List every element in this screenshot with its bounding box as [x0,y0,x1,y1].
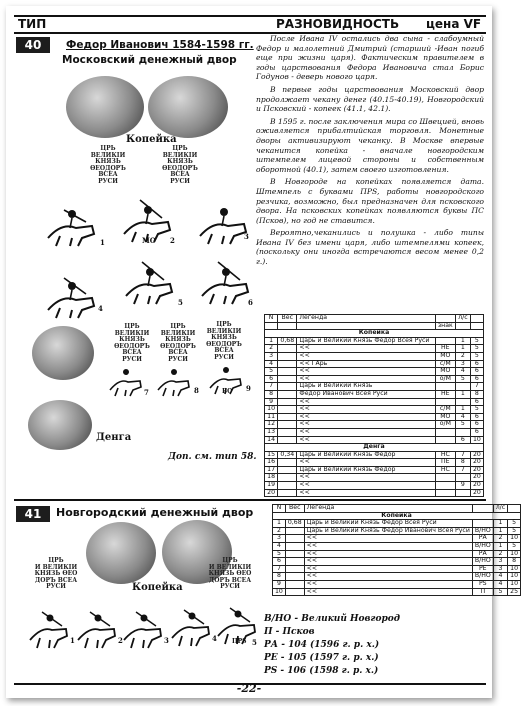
history-text [256,34,484,270]
table-row [265,390,484,398]
table-cell: 6 [470,421,483,429]
table-cell: 1 [455,345,470,353]
inscription-drawing-5: ЦРЬ ВЕЛИКІИ КНЯЗЬ ѲЕОДОРЪ ВСЕА РУСИ [206,321,242,361]
column-header [14,15,486,34]
inscription-drawing-4: ЦРЬ ВЕЛИКІИ КНЯЗЬ ѲЕОДОРЪ ВСЕА РУСИ [160,323,196,363]
table-cell: Царь и Великий Князь Федор Всея Руси [304,520,472,528]
table-cell: 20 [470,466,483,474]
table-cell: 8 [508,558,521,566]
table-cell: 5 [273,550,286,558]
table-cell: N [273,505,286,513]
table-cell: 0,68 [285,520,304,528]
table-cell: << [304,565,472,573]
table-cell: 5 [508,520,521,528]
header-price: цена VF [426,17,482,31]
table-cell: Федор Иванович Всея Руси [297,390,435,398]
header-type: ТИП [18,17,47,31]
table-cell [278,466,297,474]
table-row [265,428,484,436]
table-cell: 6 [470,360,483,368]
table-row [265,466,484,474]
table-cell [278,360,297,368]
inscription-drawing-41b: ЦРЬ И ВЕЛИКІИ КНЯЗЬ ѲЕО ДОРЪ ВСЕА РУСИ [208,557,252,590]
table-cell: 5 [508,542,521,550]
table-cell: 3 [273,535,286,543]
table-cell [278,436,297,444]
table-cell: << [304,580,472,588]
table-cell: 13 [265,428,278,436]
inscription-drawing-2: ЦРЬ ВЕЛИКІИ КНЯЗЬ ѲЕОДОРЪ ВСЕА РУСИ [162,145,198,185]
table-cell: 6 [273,558,286,566]
table-cell [285,542,304,550]
table-cell: 1 [455,337,470,345]
table-cell: << [297,352,435,360]
table-cell [285,573,304,581]
table-cell [435,436,455,444]
table-cell: 4 [493,580,507,588]
table-cell: << [297,482,435,490]
table-cell: 9 [265,398,278,406]
rider-drawing-3: 3 [194,202,252,246]
table-cell: 10 [265,406,278,414]
legend-line: РЕ - 105 (1597 г. р. х.) [264,653,379,663]
table-cell: В/НО [472,573,493,581]
table-cell: В/НО [472,527,493,535]
table-cell: 1 [493,520,507,528]
table-cell: N [265,315,278,323]
table-cell: 3 [455,360,470,368]
table-cell [435,482,455,490]
table-row [273,580,521,588]
table-cell [455,428,470,436]
type40-title: Федор Иванович 1584-1598 гг. [66,39,254,51]
table-cell: 1 [493,527,507,535]
table-cell: 8 [265,390,278,398]
page-number: -22- [236,682,262,695]
table-cell [285,535,304,543]
table-cell: Копейка [265,330,484,338]
table-cell: PS [472,580,493,588]
table-cell: 14 [265,436,278,444]
table-cell: 6 [455,436,470,444]
table-cell: 0,68 [278,337,297,345]
table-cell: В/НО [472,558,493,566]
paragraph: В первые годы царствования Московский двор продолжает чекану денег (40.15-40.19), Новгородский и Псковский - копеек (41.1, 42.1). [256,84,484,114]
table-cell: 17 [265,466,278,474]
rider-drawing-41-4: 4 [168,608,214,648]
table-cell: 19 [265,482,278,490]
inscription-drawing-3: ЦРЬ ВЕЛИКІИ КНЯЗЬ ѲЕОДОРЪ ВСЕА РУСИ [114,323,150,363]
table-cell: 6 [470,368,483,376]
table-cell [470,322,483,330]
coin-photo-reverse [148,76,228,138]
table-cell: << [297,436,435,444]
table-cell: << [297,489,435,497]
table-cell: 5 [493,588,507,596]
table-cell [278,375,297,383]
table-cell: 7 [265,383,278,391]
table-cell: 6 [265,375,278,383]
table-cell [455,489,470,497]
table-cell: << ГАрь [297,360,435,368]
table-cell [508,505,521,513]
denga-label: Денга [96,432,132,443]
table-cell: << [297,398,435,406]
table-cell: МО [435,352,455,360]
table-cell [435,315,455,323]
table-row [265,482,484,490]
table-cell [455,322,470,330]
table-cell: 10 [508,580,521,588]
variety-table-40 [264,314,484,497]
table-cell: 2 [265,345,278,353]
table-cell: << [297,375,435,383]
table-cell: 9 [273,580,286,588]
table-cell: 5 [455,421,470,429]
legend-line: PS - 106 (1598 г. р. х.) [264,666,379,676]
table-cell: 7 [455,451,470,459]
mint-legend [264,613,400,678]
legend-line: РА - 104 (1596 г. р. х.) [264,640,380,650]
table-cell: 5 [470,337,483,345]
table-cell: 20 [470,489,483,497]
table-cell [278,413,297,421]
paragraph: В Новгороде на копейках появляется дата. Штемпель с буквами ПРS, работы новгородского резчика, возможно, был предназначен для псковского двора. На псковских копейках появляются буквы ПС (Псков), но год не ставится. [256,177,484,225]
table-cell [435,428,455,436]
table-cell: 1 [493,542,507,550]
table-cell: << [297,459,435,467]
table-cell: НЕ [435,345,455,353]
table-cell: л/с [455,315,470,323]
table-cell: Вес [285,505,304,513]
table-row [265,360,484,368]
section-divider [14,499,486,501]
table-cell: Легенда [304,505,472,513]
table-cell: Вес [278,315,297,323]
table-row [265,489,484,497]
table-cell: Царь и Великий Князь [297,383,435,391]
table-cell [285,527,304,535]
rider-drawing-41-1: 1 [26,610,72,650]
type40-mint: Московский денежный двор [62,54,237,66]
table-cell: 4 [273,542,286,550]
table-cell: << [297,474,435,482]
table-cell: НЕ [435,390,455,398]
table-cell: 11 [265,413,278,421]
table-cell: 6 [470,375,483,383]
table-cell [435,489,455,497]
table-cell [278,398,297,406]
table-cell: 6 [470,413,483,421]
table-cell: 15 [265,451,278,459]
rider-drawing-41-5: ПРS 5 [214,606,260,646]
table-cell [278,474,297,482]
table-cell: РЕ [472,565,493,573]
inscription-drawing-1: ЦРЬ ВЕЛИКІИ КНЯЗЬ ѲЕОДОРЪ ВСЕА РУСИ [90,145,126,185]
table-cell: 7 [470,383,483,391]
table-cell: 5 [265,368,278,376]
coin-photo-obverse [66,76,144,138]
table-cell: 5 [470,352,483,360]
variety-table-41 [272,504,521,596]
table-cell: НС [435,451,455,459]
table-cell: << [304,542,472,550]
paragraph: После Ивана IV остались два сына - слабоумный Федор и малолетний Дмитрий (старший -Иван погиб еще при жизни царя). Фактическим правителем в годы царствования Федора Ивановича стал Борис Годунов - деверь нового царя. [256,34,484,82]
table-cell: 3 [265,352,278,360]
rider-drawing-9: ВО 9 [206,364,246,396]
table-cell [285,550,304,558]
table-row [273,505,521,513]
legend-line: В/НО - Великий Новгород [264,614,401,624]
table-cell: << [304,588,472,596]
table-cell: РА [472,550,493,558]
rider-drawing-8: 8 [154,366,194,398]
table-cell: 5 [470,406,483,414]
table-cell: знак [435,322,455,330]
table-cell: 5 [508,527,521,535]
table-cell: << [297,413,435,421]
table-cell: Денга [265,444,484,452]
rider-drawing-2: МО 2 [118,198,178,244]
table-cell: 10 [470,436,483,444]
table-row [273,542,521,550]
rider-drawing-7: 7 [106,366,146,398]
table-cell: МО [435,413,455,421]
table-cell: МО [435,368,455,376]
table-cell [285,580,304,588]
rider-drawing-6: 6 [196,260,256,306]
table-cell: << [297,406,435,414]
table-cell: 1 [265,337,278,345]
table-cell: 7 [455,466,470,474]
table-cell: 2 [493,535,507,543]
table-cell: о/М [435,421,455,429]
table-cell [278,345,297,353]
table-cell: П [472,588,493,596]
table-cell: 10 [508,535,521,543]
table-cell [278,383,297,391]
table-cell [278,428,297,436]
table-cell: << [297,345,435,353]
table-cell: Копейка [273,512,521,520]
table-cell: << [304,535,472,543]
table-cell: РА [472,535,493,543]
table-cell: 8 [470,390,483,398]
table-cell [278,489,297,497]
table-row [265,337,484,345]
table-cell: 7 [273,565,286,573]
header-variety: РАЗНОВИДНОСТЬ [276,17,400,31]
table-cell: 5 [455,375,470,383]
table-cell: Царь и Великий Князь Федор [297,466,435,474]
table-cell: с/М [435,360,455,368]
table-cell: << [297,428,435,436]
table-row [265,352,484,360]
table-cell [470,315,483,323]
table-cell [278,421,297,429]
table-cell: 5 [470,345,483,353]
table-cell: 18 [265,474,278,482]
table-cell: л/с [493,505,507,513]
table-cell: 3 [493,565,507,573]
rider-drawing-5: 5 [120,260,180,306]
table-cell: 20 [470,451,483,459]
table-row [273,588,521,596]
table-cell: << [297,368,435,376]
table-cell: Легенда [297,315,435,323]
table-cell: 16 [265,459,278,467]
table-cell: 9 [455,482,470,490]
table-cell: << [304,550,472,558]
table-cell [278,459,297,467]
table-cell [265,322,278,330]
table-cell [285,558,304,566]
table-cell: 1 [455,390,470,398]
table-row [265,451,484,459]
table-cell: 4 [455,368,470,376]
coin-photo-obverse-41 [86,522,156,584]
table-cell: 8 [455,459,470,467]
type40-coin-label: Копейка [126,134,177,145]
table-cell: 10 [508,573,521,581]
table-cell: << [304,558,472,566]
type-number-40: 40 [16,37,50,53]
table-cell: 2 [455,352,470,360]
rider-drawing-41-3: 3 [120,610,166,650]
table-cell: 2 [273,527,286,535]
table-cell [278,390,297,398]
table-cell: 20 [470,474,483,482]
table-cell: 6 [470,398,483,406]
table-cell: о/М [435,375,455,383]
inscription-drawing-41a: ЦРЬ И ВЕЛИКІИ КНЯЗЬ ѲЕО ДОРЪ ВСЕА РУСИ [34,557,78,590]
table-cell: 25 [508,588,521,596]
type41-coin-label: Копейка [132,582,183,593]
type41-title: Новгородский денежный двор [56,506,254,519]
table-cell: 3 [493,558,507,566]
table-row [265,474,484,482]
table-cell [285,565,304,573]
type-number-41: 41 [16,506,50,522]
table-cell: Царь и Великий Князь Федор Всея Руси [297,337,435,345]
rider-drawing-41-2: 2 [74,610,120,650]
table-cell [278,322,297,330]
table-row [265,375,484,383]
table-cell: НС [435,466,455,474]
table-cell: Царь и Великий Князь Федор [297,451,435,459]
table-cell: 10 [508,565,521,573]
table-cell: 1 [455,406,470,414]
table-cell [435,474,455,482]
table-cell: 0,34 [278,451,297,459]
table-cell [285,588,304,596]
table-row [265,345,484,353]
table-cell [278,406,297,414]
table-row [265,406,484,414]
table-cell [278,482,297,490]
table-cell: << [297,421,435,429]
table-cell: 1 [273,520,286,528]
denga-photo-2 [28,400,92,450]
paragraph: В 1595 г. после заключения мира со Швецией, вновь оживляется прибалтийская торговля. Монетные дворы активизируют чеканку. В Москве впервые чеканится копейка - вначале новгородским штемпелем лицевой стороны и собственным оборотной (40.1), затем своего изготовления. [256,116,484,174]
table-cell: 10 [508,550,521,558]
table-cell: 12 [265,421,278,429]
table-cell: 8 [273,573,286,581]
table-cell [472,505,493,513]
table-cell [278,352,297,360]
table-cell: Царь и Великий Князь Федор Иванович Всея Руси [304,527,472,535]
table-cell: В/НО [472,542,493,550]
table-cell: 20 [470,482,483,490]
paragraph: Вероятно,чеканились и полушка - либо типы Ивана IV без имени царя, либо штемпелями копеек,(поскольку они иногда встречаются весом менее 0,2 г.). [256,228,484,267]
table-cell: 4 [493,573,507,581]
table-cell [278,368,297,376]
table-cell: 20 [265,489,278,497]
table-cell: с/М [435,406,455,414]
table-cell: 2 [493,550,507,558]
rider-drawing-1: 1 [42,204,102,248]
legend-line: П - Псков [264,627,315,637]
see-also-note: Доп. см. тип 58. [168,452,257,462]
table-row [265,421,484,429]
table-cell: 6 [470,428,483,436]
table-cell: 10 [273,588,286,596]
catalog-page [6,6,519,698]
table-row [265,315,484,323]
table-cell: << [304,573,472,581]
table-cell: 20 [470,459,483,467]
table-cell: 4 [455,413,470,421]
table-cell: ПЕ [435,459,455,467]
denga-photo [32,326,94,380]
table-cell: 4 [265,360,278,368]
rider-drawing-4: 4 [42,274,102,320]
